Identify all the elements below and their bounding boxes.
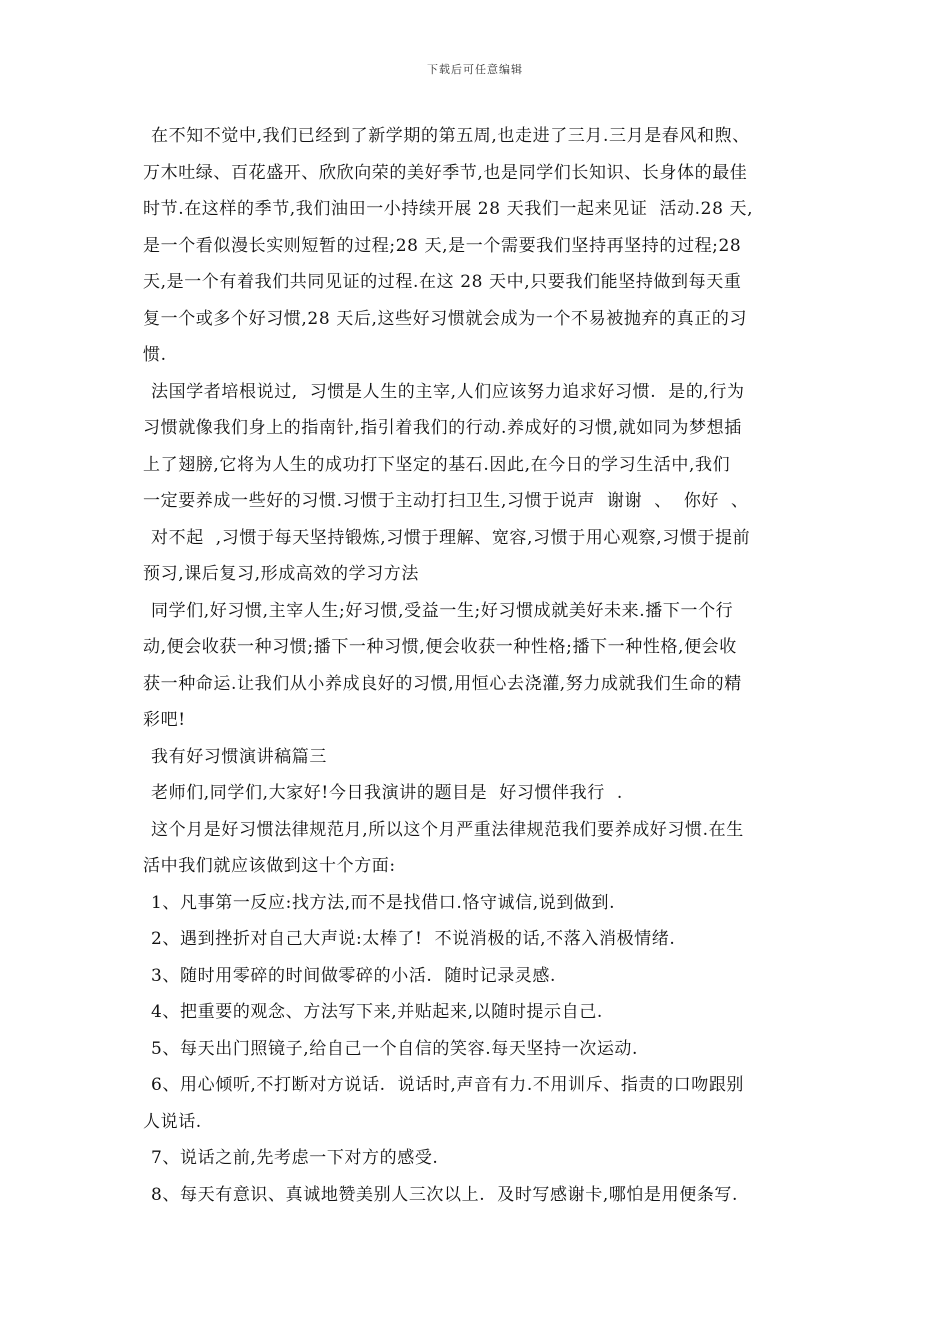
text-line: 习惯就像我们身上的指南针,指引着我们的行动.养成好的习惯,就如同为梦想插 <box>143 418 742 438</box>
text-line: 是一个看似漫长实则短暂的过程;28 天,是一个需要我们坚持再坚持的过程;28 <box>143 235 742 256</box>
page-header: 下载后可任意编辑 <box>427 63 523 76</box>
text-line: 我有好习惯演讲稿篇三 <box>151 746 327 767</box>
text-line: 一定要养成一些好的习惯.习惯于主动打扫卫生,习惯于说声 谢谢 、 你好 、 <box>143 491 749 511</box>
text-line: 老师们,同学们,大家好!今日我演讲的题目是 好习惯伴我行 . <box>151 783 623 803</box>
text-line: 预习,课后复习,形成高效的学习方法 <box>143 564 420 584</box>
text-line: 对不起 ,习惯于每天坚持锻炼,习惯于理解、宽容,习惯于用心观察,习惯于提前 <box>151 527 751 548</box>
text-line: 万木吐绿、百花盛开、欣欣向荣的美好季节,也是同学们长知识、长身体的最佳 <box>143 162 748 183</box>
text-line: 在不知不觉中,我们已经到了新学期的第五周,也走进了三月.三月是春风和煦、 <box>151 126 750 146</box>
text-line: 2、遇到挫折对自己大声说:太棒了! 不说消极的话,不落入消极情绪. <box>151 929 676 949</box>
document-body <box>143 118 809 1213</box>
text-line: 彩吧! <box>143 710 186 730</box>
text-line: 活中我们就应该做到这十个方面: <box>143 856 396 876</box>
text-line: 复一个或多个好习惯,28 天后,这些好习惯就会成为一个不易被抛弃的真正的习 <box>143 308 748 329</box>
text-line: 惯. <box>143 345 167 365</box>
text-line: 8、每天有意识、真诚地赞美别人三次以上. 及时写感谢卡,哪怕是用便条写. <box>151 1184 739 1205</box>
text-line: 时节.在这样的季节,我们油田一小持续开展 28 天我们一起来见证 活动.28 天, <box>143 199 754 219</box>
text-line: 7、说话之前,先考虑一下对方的感受. <box>151 1148 439 1168</box>
text-line: 人说话. <box>143 1111 202 1132</box>
text-line: 5、每天出门照镜子,给自己一个自信的笑容.每天坚持一次运动. <box>151 1038 639 1059</box>
text-line: 4、把重要的观念、方法写下来,并贴起来,以随时提示自己. <box>151 1002 603 1022</box>
text-line: 6、用心倾听,不打断对方说话. 说话时,声音有力.不用训斥、指责的口吻跟别 <box>151 1075 745 1095</box>
text-line: 动,便会收获一种习惯;播下一种习惯,便会收获一种性格;播下一种性格,便会收 <box>143 637 737 657</box>
text-line: 天,是一个有着我们共同见证的过程.在这 28 天中,只要我们能坚持做到每天重 <box>143 272 742 292</box>
text-line: 获一种命运.让我们从小养成良好的习惯,用恒心去浇灌,努力成就我们生命的精 <box>143 673 742 694</box>
text-line: 这个月是好习惯法律规范月,所以这个月严重法律规范我们要养成好习惯.在生 <box>151 819 744 840</box>
text-line: 1、凡事第一反应:找方法,而不是找借口.恪守诚信,说到做到. <box>151 892 616 913</box>
text-line: 上了翅膀,它将为人生的成功打下坚定的基石.因此,在今日的学习生活中,我们 <box>143 454 731 475</box>
text-line: 法国学者培根说过, 习惯是人生的主宰,人们应该努力追求好习惯. 是的,行为 <box>151 381 745 402</box>
text-line: 同学们,好习惯,主宰人生;好习惯,受益一生;好习惯成就美好未来.播下一个行 <box>151 600 734 621</box>
text-line: 3、随时用零碎的时间做零碎的小活. 随时记录灵感. <box>151 965 557 986</box>
